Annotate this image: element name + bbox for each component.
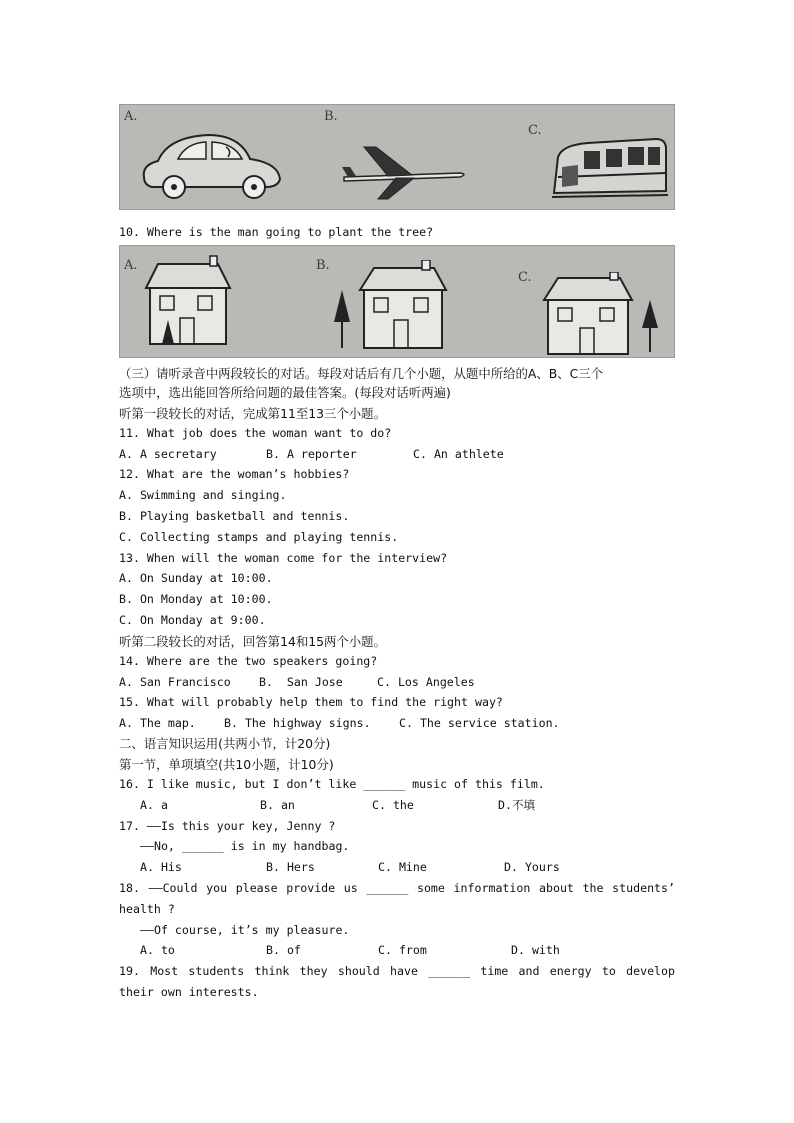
option-label-c: C. [518,269,532,285]
question-14: 14. Where are the two speakers going? [119,653,378,668]
option-label-a: A. [124,109,138,124]
question-19: 19. Most students think they should have ______ time and energy to develop [119,964,675,979]
option-b: B. On Monday at 10:00. [119,592,273,607]
question-11: 11. What job does the woman want to do? [119,425,392,440]
question-19-continued: their own interests. [119,984,259,999]
option-d: D. Yours [504,860,560,875]
option-c: C. The service station. [399,716,560,731]
question-11-options [119,444,675,465]
option-label-b: B. [316,257,330,273]
dialog2-intro: 听第二段较长的对话，回答第14和15两个小题。 [119,633,386,649]
option-a: A. a [140,797,168,812]
option-a: A. Swimming and singing. [119,488,287,503]
option-label-b: B. [324,109,338,124]
option-c: C. On Monday at 9:00. [119,612,266,627]
question-18-continued: health ? [119,901,175,916]
section3-instruction-line2: 选项中，选出能回答所给问题的最佳答案。(每段对话听两遍) [119,384,451,400]
train-icon [548,127,672,203]
option-b: B. The highway signs. [224,716,371,731]
option-b: B. of [266,943,301,958]
question-14-options [119,672,675,693]
option-c: C. Mine [378,860,427,875]
option-label-c: C. [528,123,542,138]
option-b: B. Playing basketball and tennis. [119,508,350,523]
question-17: 17. ——Is this your key, Jenny ? [119,818,336,833]
option-a: A. On Sunday at 10:00. [119,571,273,586]
house-with-tree-front-icon [138,254,238,350]
question-17-reply: ——No, ______ is in my handbag. [140,839,350,854]
option-c: C. the [372,797,414,812]
option-c: C. Los Angeles [377,674,475,689]
airplane-icon [340,143,470,203]
dialog1-intro: 听第一段较长的对话，完成第11至13三个小题。 [119,405,386,421]
house-with-tree-left-icon [330,260,450,352]
option-c: C. Collecting stamps and playing tennis. [119,529,399,544]
option-c: C. An athlete [413,446,504,461]
option-a: A. to [140,943,175,958]
question-16-options [119,795,675,816]
option-a: A. A secretary [119,446,217,461]
option-label-a: A. [124,257,138,273]
question-10: 10. Where is the man going to plant the tree? [119,225,434,239]
option-d: D.不填 [498,797,536,812]
option-b: B. Hers [266,860,315,875]
q10-picture-strip [119,245,675,358]
question-18-options [119,940,675,961]
question-18-reply: ——Of course, it’s my pleasure. [140,922,350,937]
part2-section1-title: 第一节，单项填空(共10小题，计10分) [119,756,334,772]
exam-page [119,104,675,1003]
option-b: B. A reporter [266,446,357,461]
option-a: A. His [140,860,182,875]
question-15-options [119,713,675,734]
option-b: B. San Jose [259,674,343,689]
question-12: 12. What are the woman’s hobbies? [119,467,350,482]
question-13: 13. When will the woman come for the interview? [119,550,448,565]
option-b: B. an [260,797,295,812]
option-c: C. from [378,943,427,958]
question-17-options [119,857,675,878]
car-icon [138,125,288,203]
option-a: A. San Francisco [119,674,231,689]
house-with-tree-right-icon [534,272,664,356]
question-18: 18. ——Could you please provide us ______ some information about the students’ [119,880,675,895]
question-16: 16. I like music, but I don’t like ______ music of this film. [119,776,545,791]
option-a: A. The map. [119,716,196,731]
option-d: D. with [511,943,560,958]
part2-title: 二、语言知识运用(共两小节，计20分) [119,735,331,751]
question-15: 15. What will probably help them to find the right way? [119,695,503,710]
q9-picture-strip [119,104,675,210]
section3-instruction-line1: （三）请听录音中两段较长的对话。每段对话后有几个小题，从题中所给的A、B、C三个 [119,365,604,381]
